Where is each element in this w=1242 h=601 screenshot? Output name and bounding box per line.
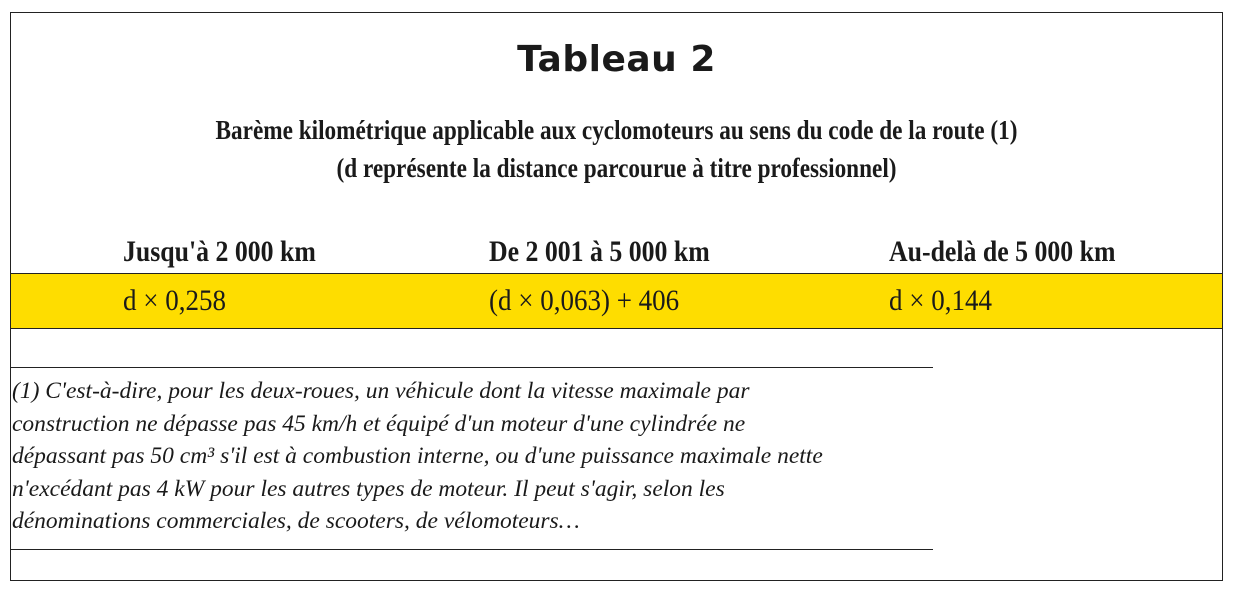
footnote — [12, 375, 1242, 538]
footnote-line: construction ne dépasse pas 45 km/h et équipé d'un moteur d'une cylindrée ne — [12, 410, 746, 437]
table-cell-formula-3: d × 0,144 — [889, 284, 992, 317]
table-cell-formula-2: (d × 0,063) + 406 — [489, 284, 680, 317]
footnote-rule-bottom — [11, 549, 933, 550]
footnote-line: dénominations commerciales, de scooters, de vélomoteurs… — [12, 508, 580, 534]
column-header-over-5000: Au-delà de 5 000 km — [889, 235, 1116, 268]
footnote-rule-top — [11, 367, 933, 368]
table-frame — [10, 12, 1223, 581]
footnote-line: n'excédant pas 4 kW pour les autres types de moteur. Il peut s'agir, selon les — [12, 475, 725, 502]
footnote-line: (1) C'est-à-dire, pour les deux-roues, un véhicule dont la vitesse maximale par — [12, 378, 750, 404]
footnote-line: dépassant pas 50 cm³ s'il est à combustion interne, ou d'une puissance maximale nette — [12, 443, 823, 469]
table-subtitle-line-1: Barème kilométrique applicable aux cyclomoteurs au sens du code de la route (1) — [215, 115, 1018, 145]
table-title: Tableau 2 — [517, 39, 716, 80]
table-cell-formula-1: d × 0,258 — [123, 284, 226, 317]
table-subtitle-line-2: (d représente la distance parcourue à titre professionnel) — [336, 153, 897, 183]
column-header-up-to-2000: Jusqu'à 2 000 km — [123, 235, 316, 268]
column-header-2001-to-5000: De 2 001 à 5 000 km — [489, 235, 710, 268]
